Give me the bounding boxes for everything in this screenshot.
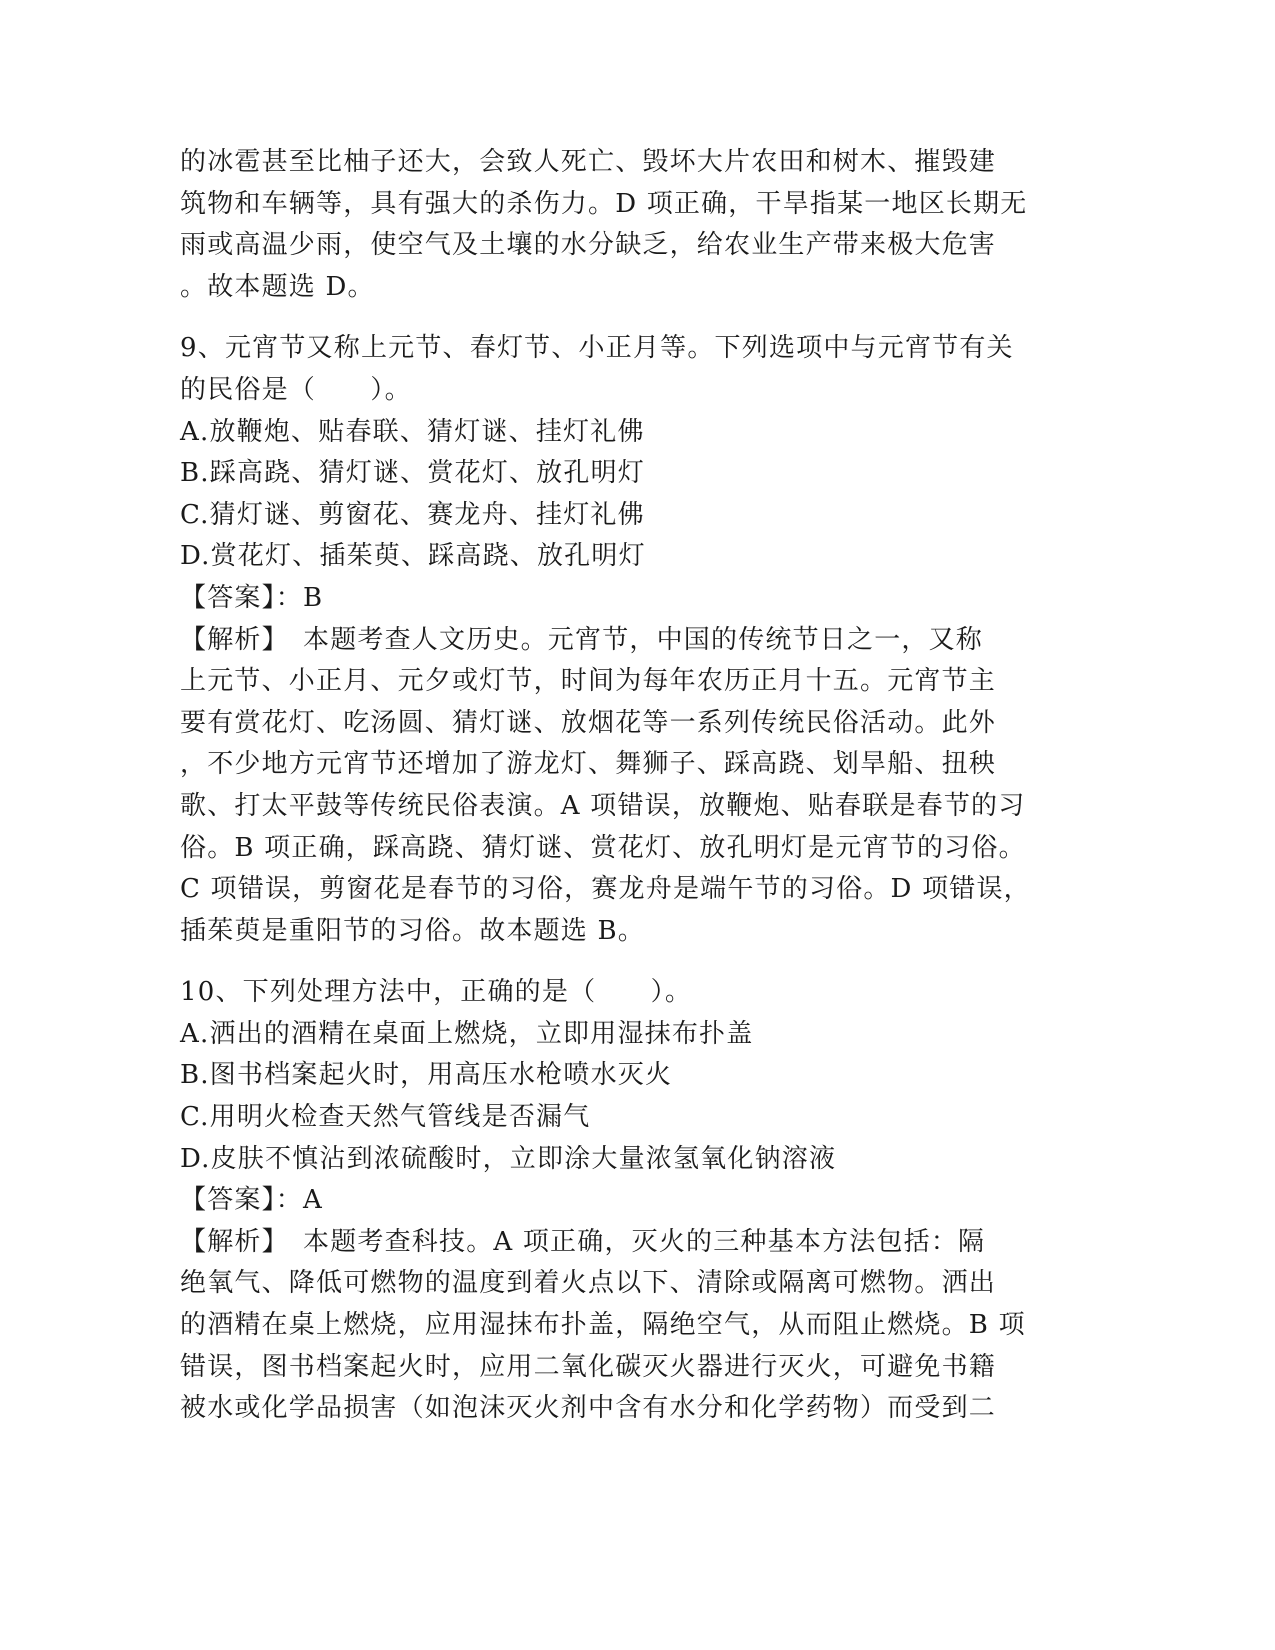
analysis-line: 要有赏花灯、吃汤圆、猜灯谜、放烟花等一系列传统民俗活动。此外 — [180, 707, 997, 738]
option-d: D.皮肤不慎沾到浓硫酸时，立即涂大量浓氢氧化钠溶液 — [180, 1143, 837, 1174]
option-b: B.踩高跷、猜灯谜、赏花灯、放孔明灯 — [180, 458, 645, 489]
document-page — [180, 142, 1040, 1430]
analysis-line: 【解析】 本题考查科技。A 项正确，灭火的三种基本方法包括：隔 — [180, 1226, 986, 1257]
answer: 【答案】：B — [180, 582, 324, 613]
analysis-line: 俗。B 项正确，踩高跷、猜灯谜、赏花灯、放孔明灯是元宵节的习俗。 — [180, 832, 1026, 863]
analysis-line: 上元节、小正月、元夕或灯节，时间为每年农历正月十五。元宵节主 — [180, 666, 997, 697]
spacer — [180, 952, 1040, 972]
question-stem: 的民俗是（ ）。 — [180, 374, 412, 405]
text-line: 筑物和车辆等，具有强大的杀伤力。D 项正确，干旱指某一地区长期无 — [180, 188, 1028, 219]
text-line: 的冰雹甚至比柚子还大，会致人死亡、毁坏大片农田和树木、摧毁建 — [180, 147, 997, 177]
analysis-line: 的酒精在桌上燃烧，应用湿抹布扑盖，隔绝空气，从而阻止燃烧。B 项 — [180, 1310, 1026, 1341]
text-line: 。故本题选 D。 — [180, 271, 375, 302]
analysis-line: 歌、打太平鼓等传统民俗表演。A 项错误，放鞭炮、贴春联是春节的习 — [180, 790, 1026, 821]
text-line: 雨或高温少雨，使空气及土壤的水分缺乏，给农业生产带来极大危害 — [180, 230, 997, 261]
analysis-line: 【解析】 本题考查人文历史。元宵节，中国的传统节日之一，又称 — [180, 624, 984, 655]
spacer — [180, 308, 1040, 328]
question-10 — [180, 972, 1040, 1430]
analysis-line: 被水或化学品损害（如泡沫灭火剂中含有水分和化学药物）而受到二 — [180, 1393, 997, 1424]
answer: 【答案】：A — [180, 1185, 323, 1216]
option-d: D.赏花灯、插茱萸、踩高跷、放孔明灯 — [180, 541, 646, 572]
analysis-line: 错误，图书档案起火时，应用二氧化碳灭火器进行灭火，可避免书籍 — [180, 1351, 997, 1382]
analysis-line: C 项错误，剪窗花是春节的习俗，赛龙舟是端午节的习俗。D 项错误， — [180, 874, 1031, 905]
question-9 — [180, 328, 1040, 952]
option-c: C.猜灯谜、剪窗花、赛龙舟、挂灯礼佛 — [180, 499, 645, 530]
analysis-line: 插茱萸是重阳节的习俗。故本题选 B。 — [180, 915, 645, 946]
option-c: C.用明火检查天然气管线是否漏气 — [180, 1102, 591, 1133]
analysis-line: 绝氧气、降低可燃物的温度到着火点以下、清除或隔离可燃物。洒出 — [180, 1268, 997, 1299]
option-a: A.放鞭炮、贴春联、猜灯谜、挂灯礼佛 — [180, 416, 645, 447]
option-b: B.图书档案起火时，用高压水枪喷水灭火 — [180, 1060, 673, 1091]
option-a: A.洒出的酒精在桌面上燃烧，立即用湿抹布扑盖 — [180, 1018, 754, 1049]
analysis-line: ，不少地方元宵节还增加了游龙灯、舞狮子、踩高跷、划旱船、扭秧 — [180, 749, 997, 780]
intro-explanation — [180, 142, 1040, 308]
question-stem: 10、下列处理方法中，正确的是（ ）。 — [180, 977, 693, 1008]
question-stem: 9、元宵节又称上元节、春灯节、小正月等。下列选项中与元宵节有关 — [180, 333, 1014, 364]
